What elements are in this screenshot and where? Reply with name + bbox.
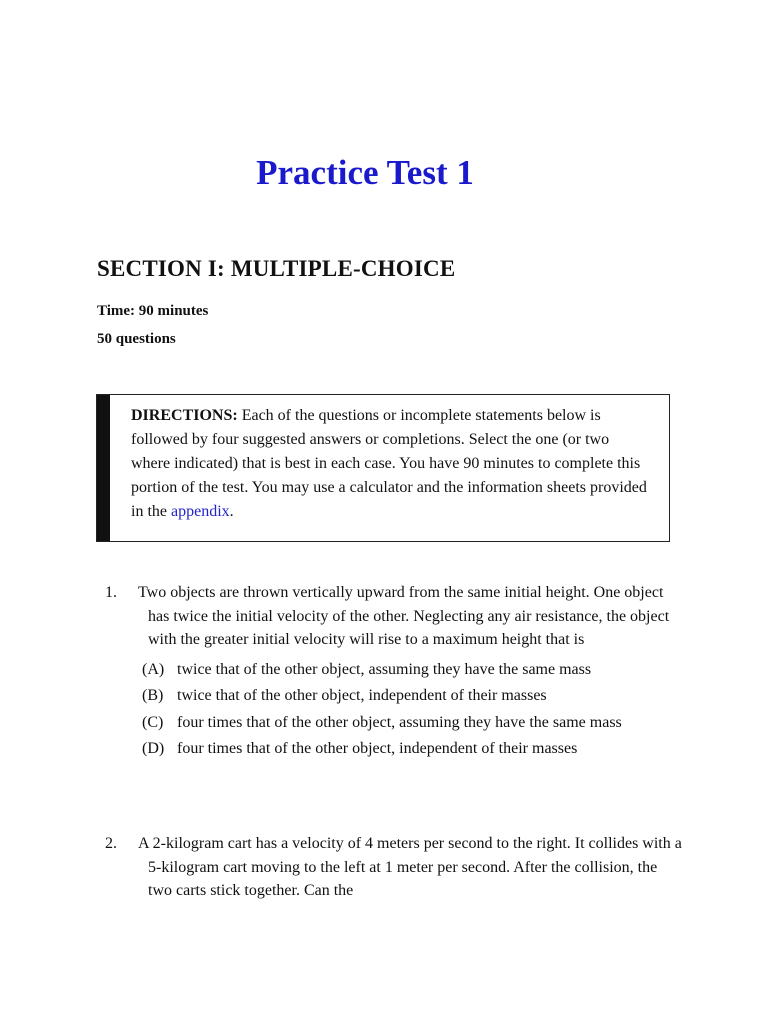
choice-text: four times that of the other object, assuming they have the same mass	[177, 713, 622, 731]
question-2	[105, 832, 685, 903]
choice-letter: (D)	[142, 740, 165, 757]
answer-choice-d[interactable]	[105, 737, 685, 761]
choice-text: four times that of the other object, independent of their masses	[177, 740, 578, 757]
directions-box	[96, 394, 670, 542]
question-text: Two objects are thrown vertically upward from the same initial height. One object has twice the initial velocity of the other. Neglecting any air resistance, the object with the greater initial velocity will rise to a maximum height that is	[138, 584, 670, 648]
choice-text: twice that of the other object, independent of their masses	[177, 687, 547, 704]
directions-side-bar	[97, 395, 110, 541]
choice-letter: (A)	[142, 660, 165, 678]
page-title: Practice Test 1	[256, 153, 474, 192]
choice-text: twice that of the other object, assuming they have the same mass	[177, 660, 592, 678]
directions-label: DIRECTIONS:	[131, 407, 238, 424]
answer-choice-c[interactable]	[105, 711, 685, 735]
section-heading: SECTION I: MULTIPLE-CHOICE	[97, 256, 456, 281]
directions-text	[131, 404, 651, 524]
directions-trailing: .	[229, 503, 234, 520]
appendix-link[interactable]: appendix	[171, 503, 230, 520]
choice-letter: (B)	[142, 687, 164, 704]
time-limit: Time: 90 minutes	[97, 303, 209, 319]
question-count: 50 questions	[97, 331, 176, 347]
answer-choices	[105, 658, 685, 761]
answer-choice-b[interactable]	[105, 684, 685, 708]
question-text: A 2-kilogram cart has a velocity of 4 meters per second to the right. It collides with a 5-kilogram cart moving to the left at 1 meter per second. After the collision, the two carts stick together. Can the	[138, 835, 682, 899]
choice-letter: (C)	[142, 713, 164, 731]
question-1	[105, 581, 685, 764]
directions-body: Each of the questions or incomplete statements below is followed by four suggested answers or completions. Select the one (or two where indicated) that is best in each case. You have 90 minutes to complete this portion of the test. You may use a calculator and the information sheets provided in the	[131, 407, 647, 520]
question-number: 2.	[105, 835, 117, 852]
question-number: 1.	[105, 584, 117, 601]
answer-choice-a[interactable]	[105, 658, 685, 682]
